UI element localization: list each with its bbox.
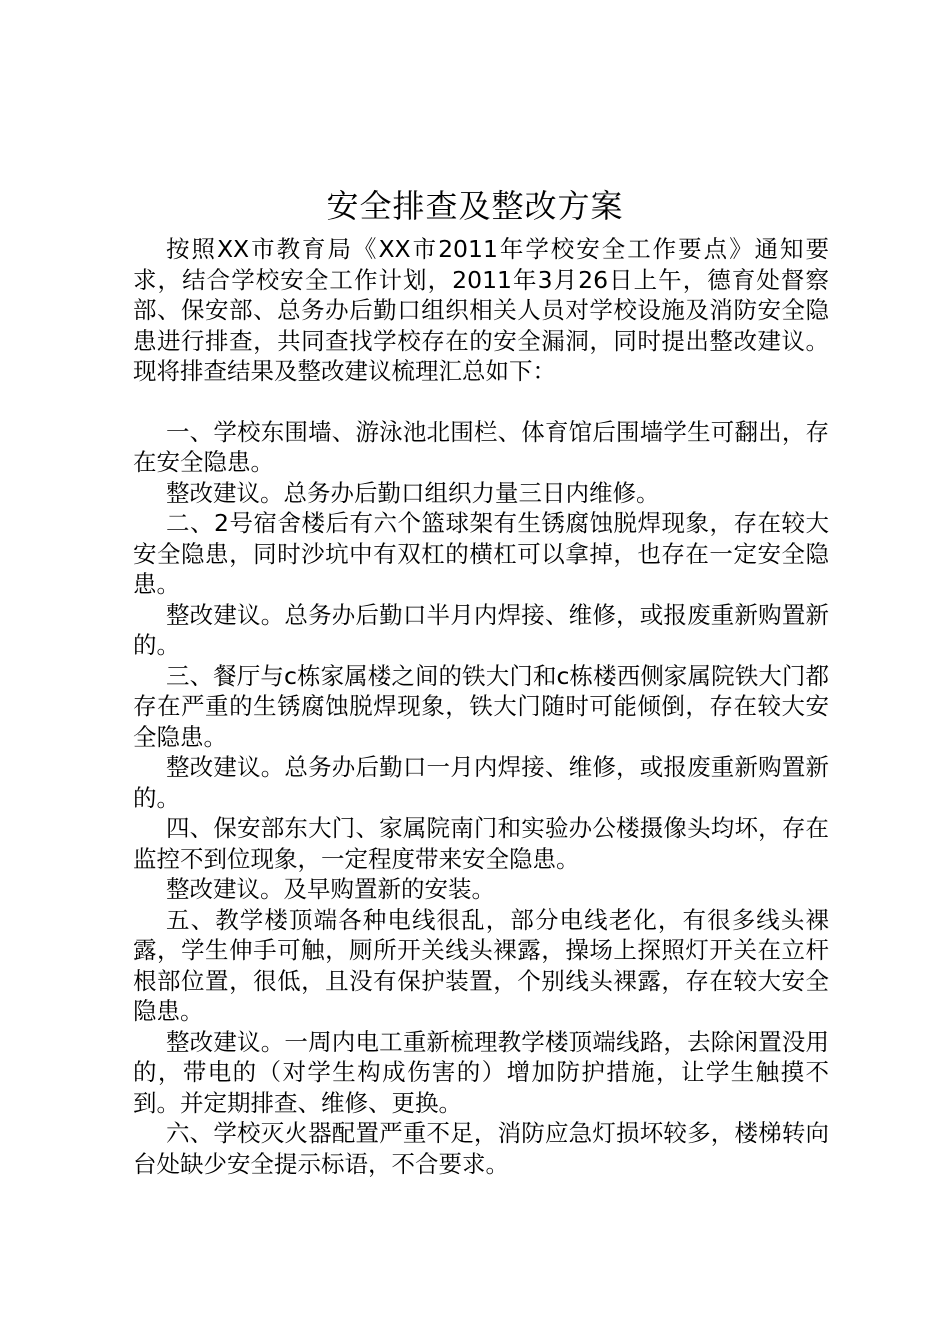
issue-6-paragraph: 六、学校灭火器配置严重不足，消防应急灯损坏较多，楼梯转向台处缺少安全提示标语，不合要求。 <box>133 1119 829 1178</box>
issue-4-paragraph: 四、保安部东大门、家属院南门和实验办公楼摄像头均坏，存在监控不到位现象，一定程度带来安全隐患。 <box>133 814 829 873</box>
issue-5-paragraph: 五、教学楼顶端各种电线很乱，部分电线老化，有很多线头裸露，学生伸手可触，厕所开关线头裸露，操场上探照灯开关在立杆根部位置，很低，且没有保护装置，个别线头裸露，存在较大安全隐患。 <box>133 905 829 1025</box>
issue-3-paragraph: 三、餐厅与c栋家属楼之间的铁大门和c栋楼西侧家属院铁大门都存在严重的生锈腐蚀脱焊现象，铁大门随时可能倾倒，存在较大安全隐患。 <box>133 661 829 751</box>
suggestion-5-paragraph: 整改建议。一周内电工重新梳理教学楼顶端线路，去除闲置没用的，带电的（对学生构成伤害的）增加防护措施，让学生触摸不到。并定期排查、维修、更换。 <box>133 1027 829 1117</box>
suggestion-4-paragraph: 整改建议。及早购置新的安装。 <box>166 875 495 903</box>
issue-2-paragraph: 二、2号宿舍楼后有六个篮球架有生锈腐蚀脱焊现象，存在较大安全隐患，同时沙坑中有双杠的横杠可以拿掉，也存在一定安全隐患。 <box>133 509 829 598</box>
suggestion-3-paragraph: 整改建议。总务办后勤口一月内焊接、维修，或报废重新购置新的。 <box>133 753 829 812</box>
intro-paragraph: 按照XX市教育局《XX市2011年学校安全工作要点》通知要求，结合学校安全工作计划，2011年3月26日上午，德育处督察部、保安部、总务办后勤口组织相关人员对学校设施及消防安全隐患进行排查，共同查找学校存在的安全漏洞，同时提出整改建议。现将排查结果及整改建议梳理汇总如下： <box>133 235 829 385</box>
document-title: 安全排查及整改方案 <box>326 187 624 225</box>
issue-1-paragraph: 一、学校东围墙、游泳池北围栏、体育馆后围墙学生可翻出，存在安全隐患。 <box>133 417 829 476</box>
suggestion-2-paragraph: 整改建议。总务办后勤口半月内焊接、维修，或报废重新购置新的。 <box>133 600 829 659</box>
document-body <box>133 234 829 1179</box>
paragraph-spacer <box>133 387 829 417</box>
suggestion-1-paragraph: 整改建议。总务办后勤口组织力量三日内维修。 <box>166 478 660 507</box>
